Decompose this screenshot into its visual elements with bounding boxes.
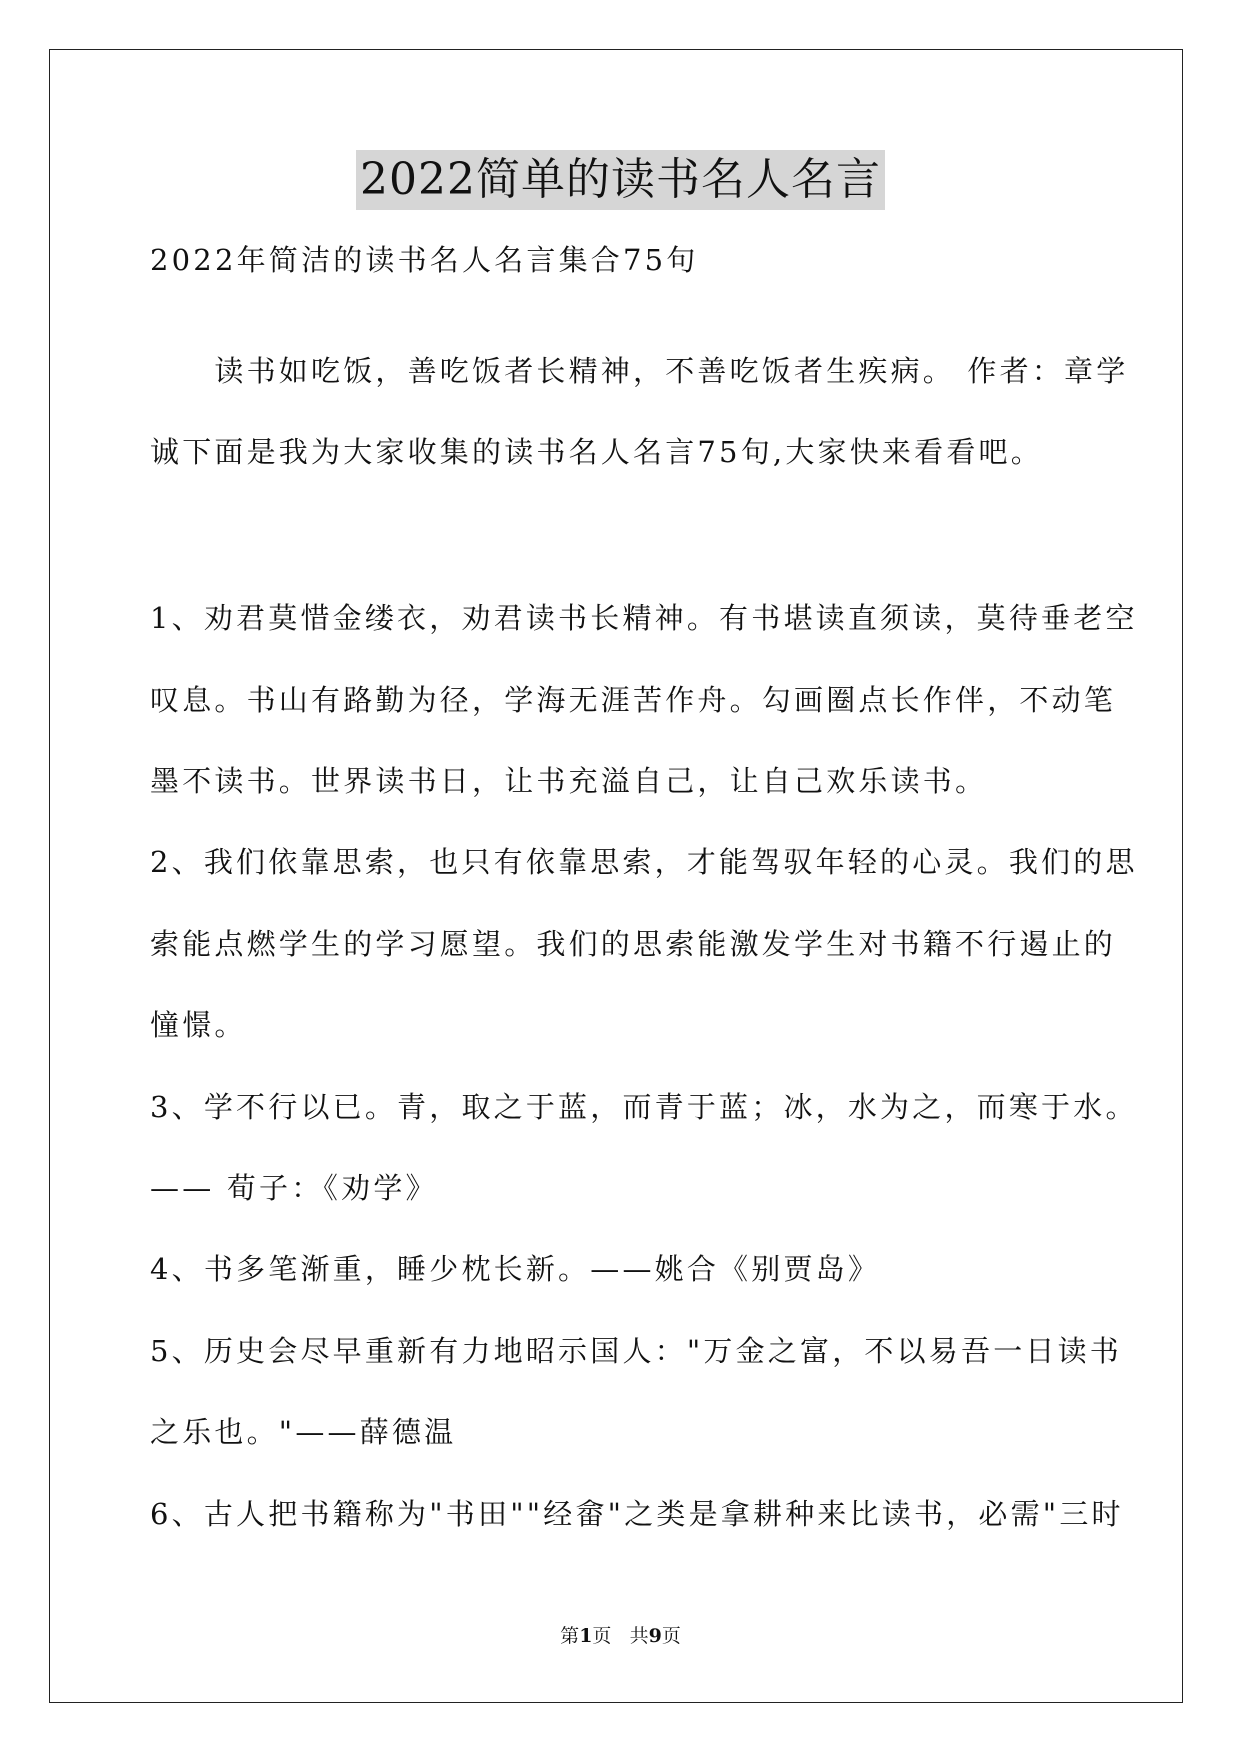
footer-total-suffix: 页 [661, 1625, 681, 1647]
footer-page-suffix: 页 [592, 1625, 612, 1647]
body-line: 2、我们依靠思索，也只有依靠思索，才能驾驭年轻的心灵。我们的思 [150, 845, 1138, 879]
body-line: 4、书多笔渐重，睡少枕长新。——姚合《别贾岛》 [150, 1252, 881, 1286]
body-line: 1、劝君莫惜金缕衣，劝君读书长精神。有书堪读直须读，莫待垂老空 [150, 601, 1138, 635]
body-line: 憧憬。 [150, 1008, 247, 1042]
page-footer [0, 1624, 1241, 1648]
body-line: 3、学不行以已。青，取之于蓝，而青于蓝；冰，水为之，而寒于水。 [150, 1090, 1138, 1124]
body-line: 索能点燃学生的学习愿望。我们的思索能激发学生对书籍不行遏止的 [150, 927, 1117, 961]
body-line: 墨不读书。世界读书日，让书充溢自己，让自己欢乐读书。 [150, 764, 988, 798]
footer-page-prefix: 第 [560, 1625, 580, 1647]
document-title: 2022简单的读书名人名言 [356, 150, 885, 210]
body-line: 诚下面是我为大家收集的读书名人名言75句,大家快来看看吧。 [150, 435, 1043, 469]
body-line: 读书如吃饭，善吃饭者长精神，不善吃饭者生疾病。 作者：章学 [150, 354, 1129, 388]
body-line: 5、历史会尽早重新有力地昭示国人："万金之富，不以易吾一日读书 [150, 1334, 1122, 1368]
body-line: 6、古人把书籍称为"书田""经畲"之类是拿耕种来比读书，必需"三时 [150, 1497, 1124, 1531]
footer-total-pages: 9 [648, 1625, 662, 1647]
document-subtitle: 2022年简洁的读书名人名言集合75句 [150, 243, 699, 277]
body-line: —— 荀子：《劝学》 [150, 1171, 438, 1205]
footer-page-number: 1 [579, 1625, 593, 1647]
title-container [0, 150, 1241, 210]
body-line: 之乐也。"——薛德温 [150, 1415, 457, 1449]
footer-total-prefix: 共 [629, 1625, 649, 1647]
body-line: 叹息。书山有路勤为径，学海无涯苦作舟。勾画圈点长作伴，不动笔 [150, 683, 1117, 717]
